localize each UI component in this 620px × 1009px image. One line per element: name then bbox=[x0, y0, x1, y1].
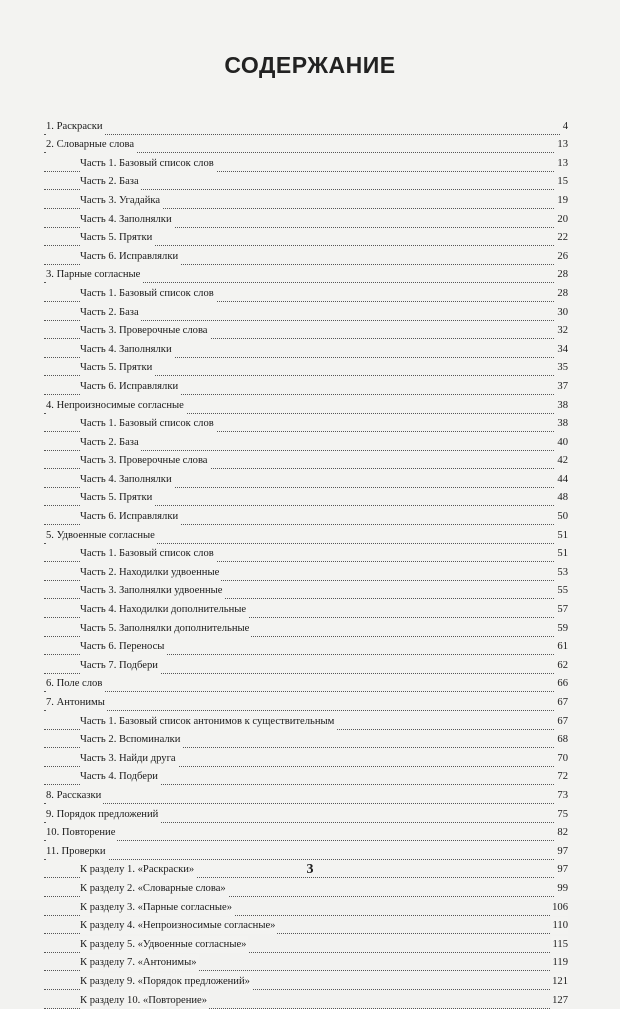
toc-subsection-row bbox=[44, 414, 568, 433]
toc-subsection-row bbox=[44, 618, 568, 637]
toc-entry-page: 97 bbox=[555, 843, 568, 860]
toc-entry-page: 127 bbox=[550, 992, 568, 1009]
toc-subsection-row bbox=[44, 339, 568, 358]
toc-section-row bbox=[44, 525, 568, 544]
toc-subsection-row bbox=[44, 469, 568, 488]
toc-entry-page: 106 bbox=[550, 899, 568, 916]
toc-subsection-row bbox=[44, 190, 568, 209]
toc-entry-page: 32 bbox=[555, 322, 568, 339]
toc-section-row bbox=[44, 692, 568, 711]
toc-entry-label: 9. Порядок предложений bbox=[46, 806, 160, 823]
toc-entry-label: Часть 6. Исправлялки bbox=[80, 248, 180, 265]
toc-entry-page: 70 bbox=[555, 750, 568, 767]
toc-entry-page: 30 bbox=[555, 304, 568, 321]
toc-section-row bbox=[44, 841, 568, 860]
toc-entry-label: 8. Рассказки bbox=[46, 787, 103, 804]
toc-entry-page: 15 bbox=[555, 173, 568, 190]
toc-entry-label: Часть 3. Найди друга bbox=[80, 750, 178, 767]
toc-subsection-row bbox=[44, 878, 568, 897]
toc-entry-page: 67 bbox=[555, 713, 568, 730]
toc-entry-page: 20 bbox=[555, 211, 568, 228]
toc-entry-label: Часть 1. Базовый список антонимов к существительным bbox=[80, 713, 336, 730]
toc-entry-label: К разделу 10. «Повторение» bbox=[80, 992, 209, 1009]
toc-entry-page: 121 bbox=[550, 973, 568, 990]
toc-subsection-row bbox=[44, 506, 568, 525]
toc-entry-page: 4 bbox=[561, 118, 568, 135]
toc-entry-label: Часть 2. Находилки удвоенные bbox=[80, 564, 221, 581]
toc-entry-page: 22 bbox=[555, 229, 568, 246]
toc-entry-label: Часть 4. Заполнялки bbox=[80, 471, 174, 488]
toc-entry-page: 59 bbox=[555, 620, 568, 637]
toc-subsection-row bbox=[44, 934, 568, 953]
toc-entry-label: К разделу 7. «Антонимы» bbox=[80, 954, 199, 971]
toc-subsection-row bbox=[44, 655, 568, 674]
toc-subsection-row bbox=[44, 599, 568, 618]
toc-subsection-row bbox=[44, 432, 568, 451]
toc-entry-page: 62 bbox=[555, 657, 568, 674]
toc-subsection-row bbox=[44, 228, 568, 247]
toc-entry-page: 75 bbox=[555, 806, 568, 823]
toc-entry-page: 26 bbox=[555, 248, 568, 265]
toc-entry-page: 110 bbox=[551, 917, 569, 934]
toc-entry-page: 28 bbox=[555, 266, 568, 283]
toc-subsection-row bbox=[44, 990, 568, 1009]
toc-entry-page: 34 bbox=[555, 341, 568, 358]
toc-entry-label: Часть 4. Подбери bbox=[80, 768, 160, 785]
toc-entry-label: Часть 3. Проверочные слова bbox=[80, 322, 210, 339]
toc-subsection-row bbox=[44, 581, 568, 600]
toc-subsection-row bbox=[44, 730, 568, 749]
toc-entry-label: Часть 1. Базовый список слов bbox=[80, 545, 216, 562]
toc-entry-label: 5. Удвоенные согласные bbox=[46, 527, 157, 544]
toc-entry-label: Часть 1. Базовый список слов bbox=[80, 415, 216, 432]
toc-entry-page: 19 bbox=[555, 192, 568, 209]
toc-entry-page: 38 bbox=[555, 415, 568, 432]
toc-entry-label: Часть 7. Подбери bbox=[80, 657, 160, 674]
toc-entry-page: 99 bbox=[555, 880, 568, 897]
toc-entry-label: Часть 3. Проверочные слова bbox=[80, 452, 210, 469]
toc-entry-label: 4. Непроизносимые согласные bbox=[46, 397, 186, 414]
toc-subsection-row bbox=[44, 376, 568, 395]
toc-subsection-row bbox=[44, 358, 568, 377]
toc-subsection-row bbox=[44, 283, 568, 302]
toc-entry-label: Часть 5. Прятки bbox=[80, 229, 154, 246]
toc-entry-label: Часть 3. Заполнялки удвоенные bbox=[80, 582, 225, 599]
toc-entry-label: Часть 5. Прятки bbox=[80, 359, 154, 376]
toc-entry-label: Часть 3. Угадайка bbox=[80, 192, 162, 209]
toc-subsection-row bbox=[44, 916, 568, 935]
toc-entry-page: 115 bbox=[551, 936, 569, 953]
toc-entry-page: 50 bbox=[555, 508, 568, 525]
toc-entry-label: Часть 4. Заполнялки bbox=[80, 211, 174, 228]
toc-entry-page: 28 bbox=[555, 285, 568, 302]
toc-entry-label: К разделу 3. «Парные согласные» bbox=[80, 899, 234, 916]
toc-subsection-row bbox=[44, 321, 568, 340]
toc-subsection-row bbox=[44, 172, 568, 191]
toc-entry-page: 119 bbox=[551, 954, 569, 971]
toc-entry-page: 72 bbox=[555, 768, 568, 785]
toc-entry-label: К разделу 5. «Удвоенные согласные» bbox=[80, 936, 248, 953]
toc-entry-page: 42 bbox=[555, 452, 568, 469]
toc-entry-page: 66 bbox=[555, 675, 568, 692]
toc-section-row bbox=[44, 116, 568, 135]
toc-entry-label: 7. Антонимы bbox=[46, 694, 107, 711]
toc-entry-page: 97 bbox=[555, 861, 568, 878]
toc-entry-page: 44 bbox=[555, 471, 568, 488]
toc-entry-label: Часть 2. База bbox=[80, 304, 141, 321]
toc-entry-label: К разделу 1. «Раскраски» bbox=[80, 861, 196, 878]
toc-subsection-row bbox=[44, 971, 568, 990]
toc-entry-page: 40 bbox=[555, 434, 568, 451]
toc-entry-label: К разделу 9. «Порядок предложений» bbox=[80, 973, 252, 990]
toc-section-row bbox=[44, 674, 568, 693]
toc-subsection-row bbox=[44, 953, 568, 972]
toc-entry-page: 51 bbox=[555, 527, 568, 544]
toc-section-row bbox=[44, 135, 568, 154]
toc-subsection-row bbox=[44, 488, 568, 507]
toc-entry-page: 13 bbox=[555, 136, 568, 153]
toc-entry-label: Часть 2. База bbox=[80, 173, 141, 190]
toc-subsection-row bbox=[44, 246, 568, 265]
toc-entry-label: Часть 4. Находилки дополнительные bbox=[80, 601, 248, 618]
toc-subsection-row bbox=[44, 209, 568, 228]
toc-entry-page: 38 bbox=[555, 397, 568, 414]
toc-entry-page: 48 bbox=[555, 489, 568, 506]
toc-entry-label: К разделу 2. «Словарные слова» bbox=[80, 880, 228, 897]
toc-section-row bbox=[44, 395, 568, 414]
toc-subsection-row bbox=[44, 544, 568, 563]
toc-section-row bbox=[44, 804, 568, 823]
toc-entry-page: 67 bbox=[555, 694, 568, 711]
toc-entry-page: 13 bbox=[555, 155, 568, 172]
toc-entry-label: Часть 5. Заполнялки дополнительные bbox=[80, 620, 251, 637]
toc-entry-page: 73 bbox=[555, 787, 568, 804]
page-title: СОДЕРЖАНИЕ bbox=[224, 52, 396, 78]
toc-entry-page: 51 bbox=[555, 545, 568, 562]
toc-subsection-row bbox=[44, 711, 568, 730]
toc-subsection-row bbox=[44, 767, 568, 786]
toc-entry-page: 68 bbox=[555, 731, 568, 748]
toc-section-row bbox=[44, 823, 568, 842]
toc-entry-label: Часть 2. База bbox=[80, 434, 141, 451]
toc-section-row bbox=[44, 785, 568, 804]
toc-subsection-row bbox=[44, 302, 568, 321]
toc-subsection-row bbox=[44, 451, 568, 470]
toc-section-row bbox=[44, 265, 568, 284]
toc-entry-label: Часть 5. Прятки bbox=[80, 489, 154, 506]
toc-subsection-row bbox=[44, 637, 568, 656]
toc-entry-label: 3. Парные согласные bbox=[46, 266, 142, 283]
toc-subsection-row bbox=[44, 153, 568, 172]
toc-entry-label: 1. Раскраски bbox=[46, 118, 105, 135]
toc-subsection-row bbox=[44, 748, 568, 767]
toc-subsection-row bbox=[44, 562, 568, 581]
toc-entry-page: 57 bbox=[555, 601, 568, 618]
toc-entry-label: Часть 4. Заполнялки bbox=[80, 341, 174, 358]
toc-entry-label: Часть 6. Исправлялки bbox=[80, 378, 180, 395]
toc-entry-page: 55 bbox=[555, 582, 568, 599]
toc-entry-label: 11. Проверки bbox=[46, 843, 108, 860]
toc-entry-page: 82 bbox=[555, 824, 568, 841]
toc-entry-page: 53 bbox=[555, 564, 568, 581]
toc-entry-page: 37 bbox=[555, 378, 568, 395]
toc-entry-page: 61 bbox=[555, 638, 568, 655]
toc-entry-page: 35 bbox=[555, 359, 568, 376]
toc-entry-label: Часть 6. Переносы bbox=[80, 638, 166, 655]
toc-entry-label: 2. Словарные слова bbox=[46, 136, 136, 153]
toc-entry-label: 6. Поле слов bbox=[46, 675, 104, 692]
page-number: 3 bbox=[306, 862, 314, 877]
toc-entry-label: К разделу 4. «Непроизносимые согласные» bbox=[80, 917, 277, 934]
toc-entry-label: Часть 1. Базовый список слов bbox=[80, 155, 216, 172]
toc-entry-label: Часть 6. Исправлялки bbox=[80, 508, 180, 525]
toc-entry-label: Часть 2. Вспоминалки bbox=[80, 731, 182, 748]
toc-entry-label: Часть 1. Базовый список слов bbox=[80, 285, 216, 302]
toc-entry-label: 10. Повторение bbox=[46, 824, 117, 841]
